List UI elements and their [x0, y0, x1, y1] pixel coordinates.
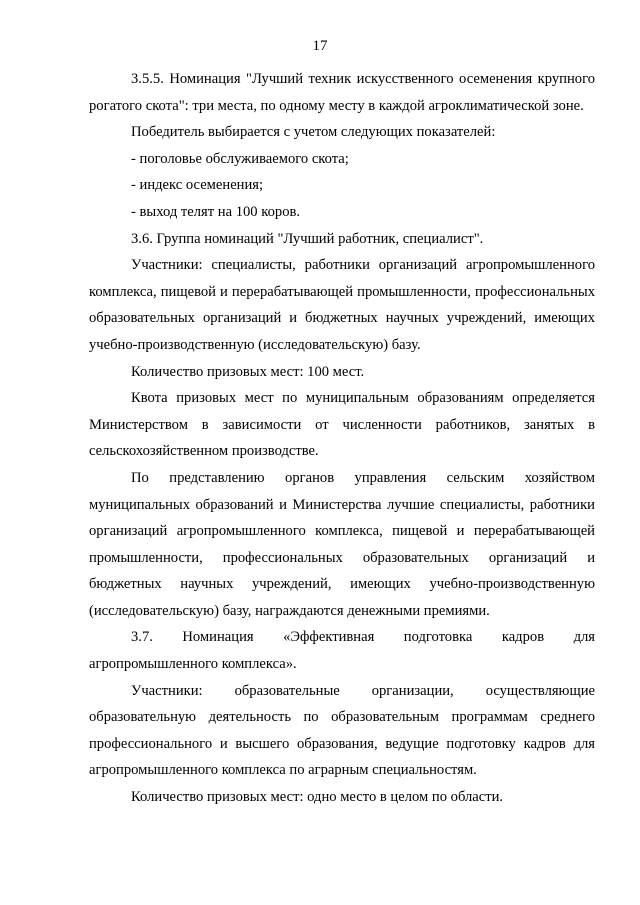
paragraph-participants-3-7: Участники: образовательные организации, осуществляющие образовательную деятельность по образовательным программам среднего профессионального и высшего образования, ведущие подготовку кадров для агропромышленного комплекса по аграрным специальностям.	[89, 682, 595, 779]
page-number: 17	[312, 38, 328, 54]
list-item-insemination-index: - индекс осеменения;	[131, 177, 264, 194]
paragraph-nomination-3-7: 3.7. Номинация «Эффективная подготовка кадров для агропромышленного комплекса».	[89, 629, 595, 673]
paragraph-awarding: По представлению органов управления сельским хозяйством муниципальных образований и Министерства лучшие специалисты, работники организаций агропромышленного комплекса, пищевой и перерабатывающей промышленности, профессиональных образовательных организаций и бюджетных научных учреждений, имеющих учебно-производственную (исследовательскую) базу, награждаются денежными премиями.	[89, 469, 595, 619]
paragraph-prize-count-3-7: Количество призовых мест: одно место в целом по области.	[131, 789, 504, 806]
paragraph-prize-count-3-6: Количество призовых мест: 100 мест.	[131, 363, 365, 380]
paragraph-participants-3-6: Участники: специалисты, работники организаций агропромышленного комплекса, пищевой и перерабатывающей промышленности, профессиональных образовательных организаций и бюджетных научных учреждений, имеющих учебно-производственную (исследовательскую) базу.	[89, 257, 595, 353]
document-body	[89, 66, 595, 811]
paragraph-group-3-6: 3.6. Группа номинаций "Лучший работник, специалист".	[131, 230, 484, 247]
paragraph-winner-criteria: Победитель выбирается с учетом следующих показателей:	[131, 124, 496, 141]
list-item-calf-yield: - выход телят на 100 коров.	[131, 203, 301, 220]
paragraph-nomination-3-5-5: 3.5.5. Номинация "Лучший техник искусственного осеменения крупного рогатого скота": три места, по одному месту в каждой агроклиматической зоне.	[89, 71, 595, 114]
list-item-livestock: - поголовье обслуживаемого скота;	[131, 150, 349, 167]
paragraph-quota: Квота призовых мест по муниципальным образованиям определяется Министерством в зависимости от численности работников, занятых в сельскохозяйственном производстве.	[89, 390, 595, 460]
